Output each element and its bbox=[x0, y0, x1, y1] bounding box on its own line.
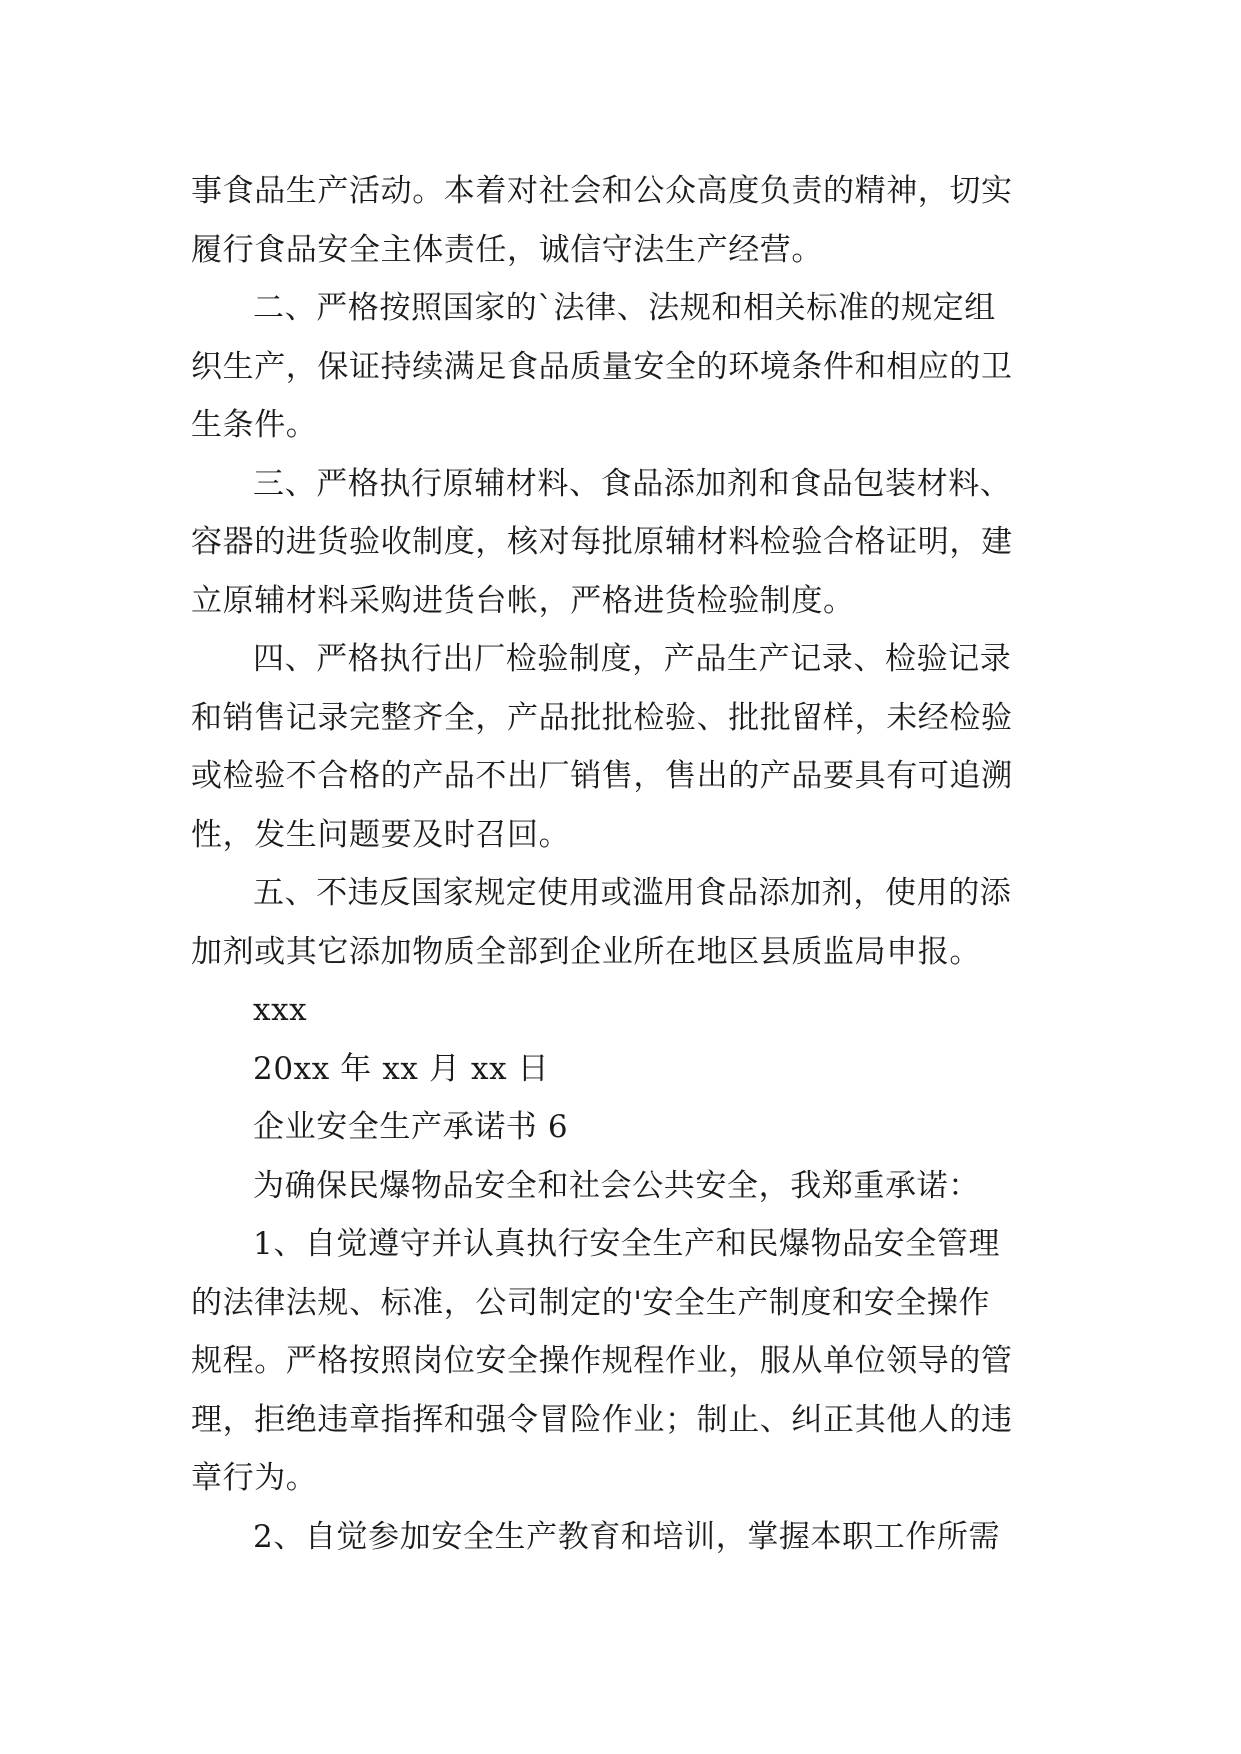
paragraph-item-2 bbox=[191, 279, 1052, 455]
text-line: 立原辅材料采购进货台帐，严格进货检验制度。 bbox=[191, 582, 855, 619]
text-line: 企业安全生产承诺书 6 bbox=[253, 1109, 569, 1145]
text-line: xxx bbox=[253, 992, 308, 1028]
text-line: 2、自觉参加安全生产教育和培训，掌握本职工作所需 bbox=[253, 1518, 1001, 1555]
text-line: 性，发生问题要及时召回。 bbox=[191, 816, 571, 853]
text-line: 织生产，保证持续满足食品质量安全的环境条件和相应的卫 bbox=[191, 348, 1013, 385]
text-line: 加剂或其它添加物质全部到企业所在地区县质监局申报。 bbox=[191, 933, 981, 970]
paragraph-intro bbox=[191, 1157, 1052, 1216]
text-line: 理，拒绝违章指挥和强令冒险作业；制止、纠正其他人的违 bbox=[191, 1401, 1013, 1438]
paragraph-signer bbox=[191, 981, 1052, 1040]
text-line: 20xx 年 xx 月 xx 日 bbox=[253, 1050, 550, 1087]
document-body bbox=[191, 162, 1052, 1566]
text-line: 和销售记录完整齐全，产品批批检验、批批留样，未经检验 bbox=[191, 699, 1013, 736]
text-line: 容器的进货验收制度，核对每批原辅材料检验合格证明，建 bbox=[191, 524, 1013, 560]
text-line: 1、自觉遵守并认真执行安全生产和民爆物品安全管理 bbox=[253, 1226, 1001, 1262]
paragraph-item-3 bbox=[191, 455, 1052, 631]
paragraph-item-4 bbox=[191, 630, 1052, 864]
text-line: 为确保民爆物品安全和社会公共安全，我郑重承诺： bbox=[253, 1167, 980, 1204]
text-line: 的法律法规、标准，公司制定的'安全生产制度和安全操作 bbox=[191, 1284, 991, 1321]
text-line: 事食品生产活动。本着对社会和公众高度负责的精神，切实 bbox=[191, 173, 1013, 209]
text-line: 五、不违反国家规定使用或滥用食品添加剂，使用的添 bbox=[253, 875, 1012, 911]
paragraph-continuation bbox=[191, 162, 1052, 279]
text-line: 章行为。 bbox=[191, 1460, 318, 1496]
paragraph-pledge-1 bbox=[191, 1215, 1052, 1508]
text-line: 三、严格执行原辅材料、食品添加剂和食品包装材料、 bbox=[253, 465, 1012, 502]
text-line: 规程。严格按照岗位安全操作规程作业，服从单位领导的管 bbox=[191, 1343, 1013, 1379]
text-line: 四、严格执行出厂检验制度，产品生产记录、检验记录 bbox=[253, 641, 1012, 677]
paragraph-pledge-2 bbox=[191, 1508, 1052, 1567]
text-line: 二、严格按照国家的`法律、法规和相关标准的规定组 bbox=[253, 290, 996, 326]
paragraph-heading bbox=[191, 1098, 1052, 1157]
paragraph-item-5 bbox=[191, 864, 1052, 981]
text-line: 生条件。 bbox=[191, 407, 318, 443]
text-line: 履行食品安全主体责任，诚信守法生产经营。 bbox=[191, 231, 823, 268]
paragraph-date bbox=[191, 1040, 1052, 1099]
text-line: 或检验不合格的产品不出厂销售，售出的产品要具有可追溯 bbox=[191, 758, 1013, 794]
